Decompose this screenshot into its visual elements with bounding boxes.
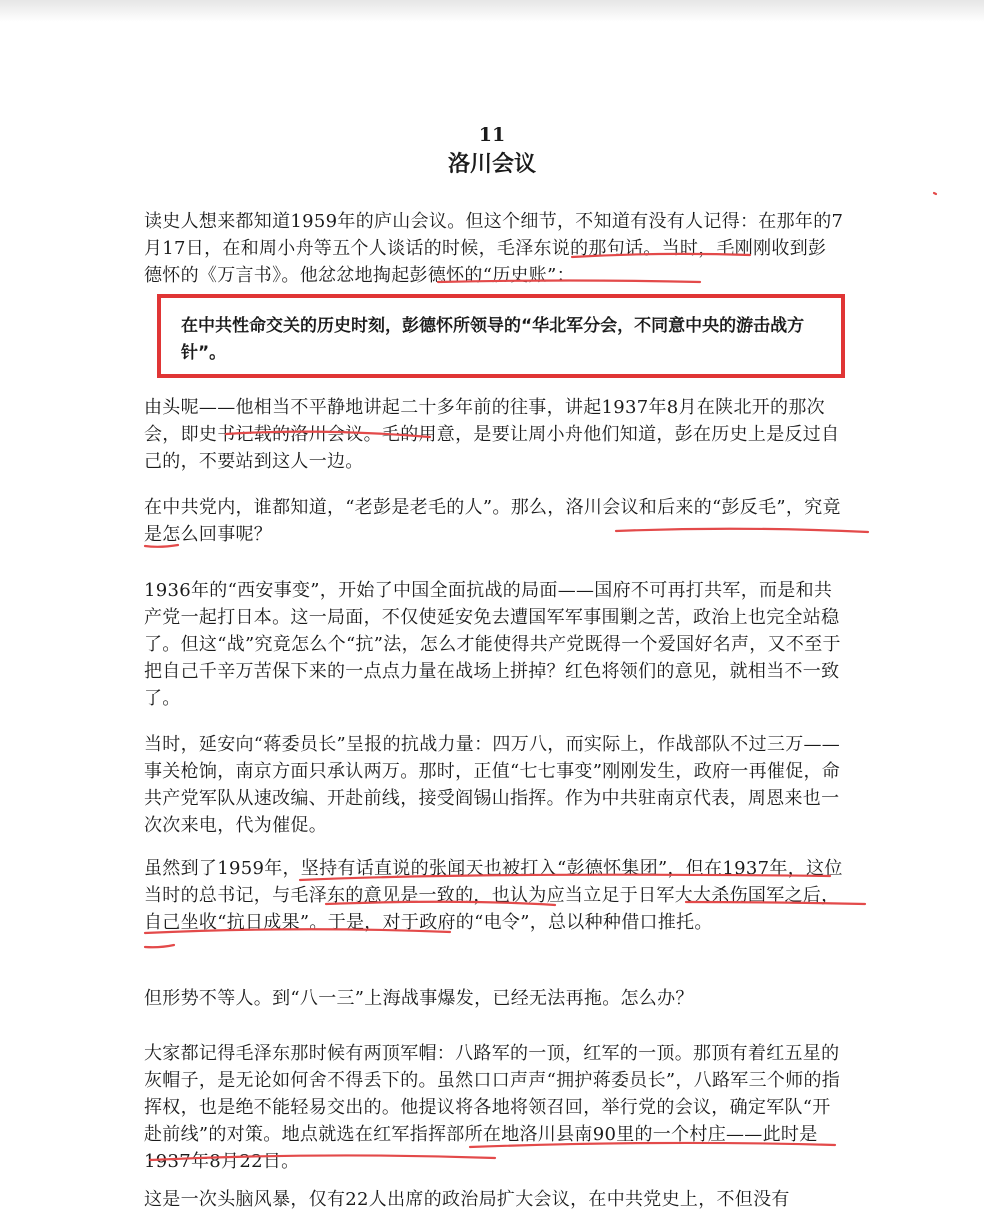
paragraph-5: 当时，延安向“蒋委员长”呈报的抗战力量：四万八，而实际上，作战部队不过三万——事关枪饷，南京方面只承认两万。那时，正值“七七事变”刚刚发生，政府一再催促，命共产党军队从速改编、开赴前线，接受阎锡山指挥。作为中共驻南京代表，周恩来也一次次来电，代为催促。	[144, 734, 841, 836]
paragraph-3: 在中共党内，谁都知道，“老彭是老毛的人”。那么，洛川会议和后来的“彭反毛”，究竟是怎么回事呢？	[144, 497, 841, 545]
margin-dot	[934, 193, 936, 194]
page-top-shadow	[0, 0, 984, 22]
quote-text: 在中共性命交关的历史时刻，彭德怀所领导的“华北军分会，不同意中央的游击战方针”。	[181, 316, 805, 363]
paragraph-2: 由头呢——他相当不平静地讲起二十多年前的往事，讲起1937年8月在陕北开的那次会，即史书记载的洛川会议。毛的用意，是要让周小舟他们知道，彭在历史上是反过自己的，不要站到这人一边。	[144, 397, 840, 472]
paragraph-1: 读史人想来都知道1959年的庐山会议。但这个细节，不知道有没有人记得：在那年的7月17日，在和周小舟等五个人谈话的时候，毛泽东说的那句话。当时，毛刚刚收到彭德怀的《万言书》。他忿忿地掏起彭德怀的“历史账”：	[144, 211, 844, 286]
highlighted-quote-box	[157, 294, 845, 378]
paragraph-6: 虽然到了1959年，坚持有话直说的张闻天也被打入“彭德怀集团”，但在1937年，这位当时的总书记，与毛泽东的意见是一致的，也认为应当立足于日军大大杀伤国军之后，自己坐收“抗日成果”。于是，对于政府的“电令”，总以种种借口推托。	[144, 858, 843, 933]
paragraph-8: 大家都记得毛泽东那时候有两顶军帽：八路军的一顶，红军的一顶。那顶有着红五星的灰帽子，是无论如何舍不得丢下的。虽然口口声声“拥护蒋委员长”，八路军三个师的指挥权，也是绝不能轻易交出的。他提议将各地将领召回，举行党的会议，确定军队“开赴前线”的对策。地点就选在红军指挥部所在地洛川县南90里的一个村庄——此时是1937年8月22日。	[144, 1043, 841, 1172]
paragraph-9: 这是一次头脑风暴，仅有22人出席的政治局扩大会议，在中共党史上，不但没有	[144, 1189, 790, 1210]
underline-tuotuo	[145, 945, 174, 947]
paragraph-7: 但形势不等人。到“八一三”上海战事爆发，已经无法再拖。怎么办？	[144, 988, 694, 1009]
chapter-title: 洛川会议	[447, 152, 536, 177]
chapter-number: 11	[478, 124, 506, 146]
paragraph-4: 1936年的“西安事变”，开始了中国全面抗战的局面——国府不可再打共军，而是和共产党一起打日本。这一局面，不仅使延安免去遭国军军事围剿之苦，政治上也完全站稳了。但这“战”究竟怎么个“抗”法，怎么才能使得共产党既得一个爱国好名声，又不至于把自己千辛万苦保下来的一点点力量在战场上拼掉？红色将领们的意见，就相当不一致了。	[144, 580, 841, 709]
